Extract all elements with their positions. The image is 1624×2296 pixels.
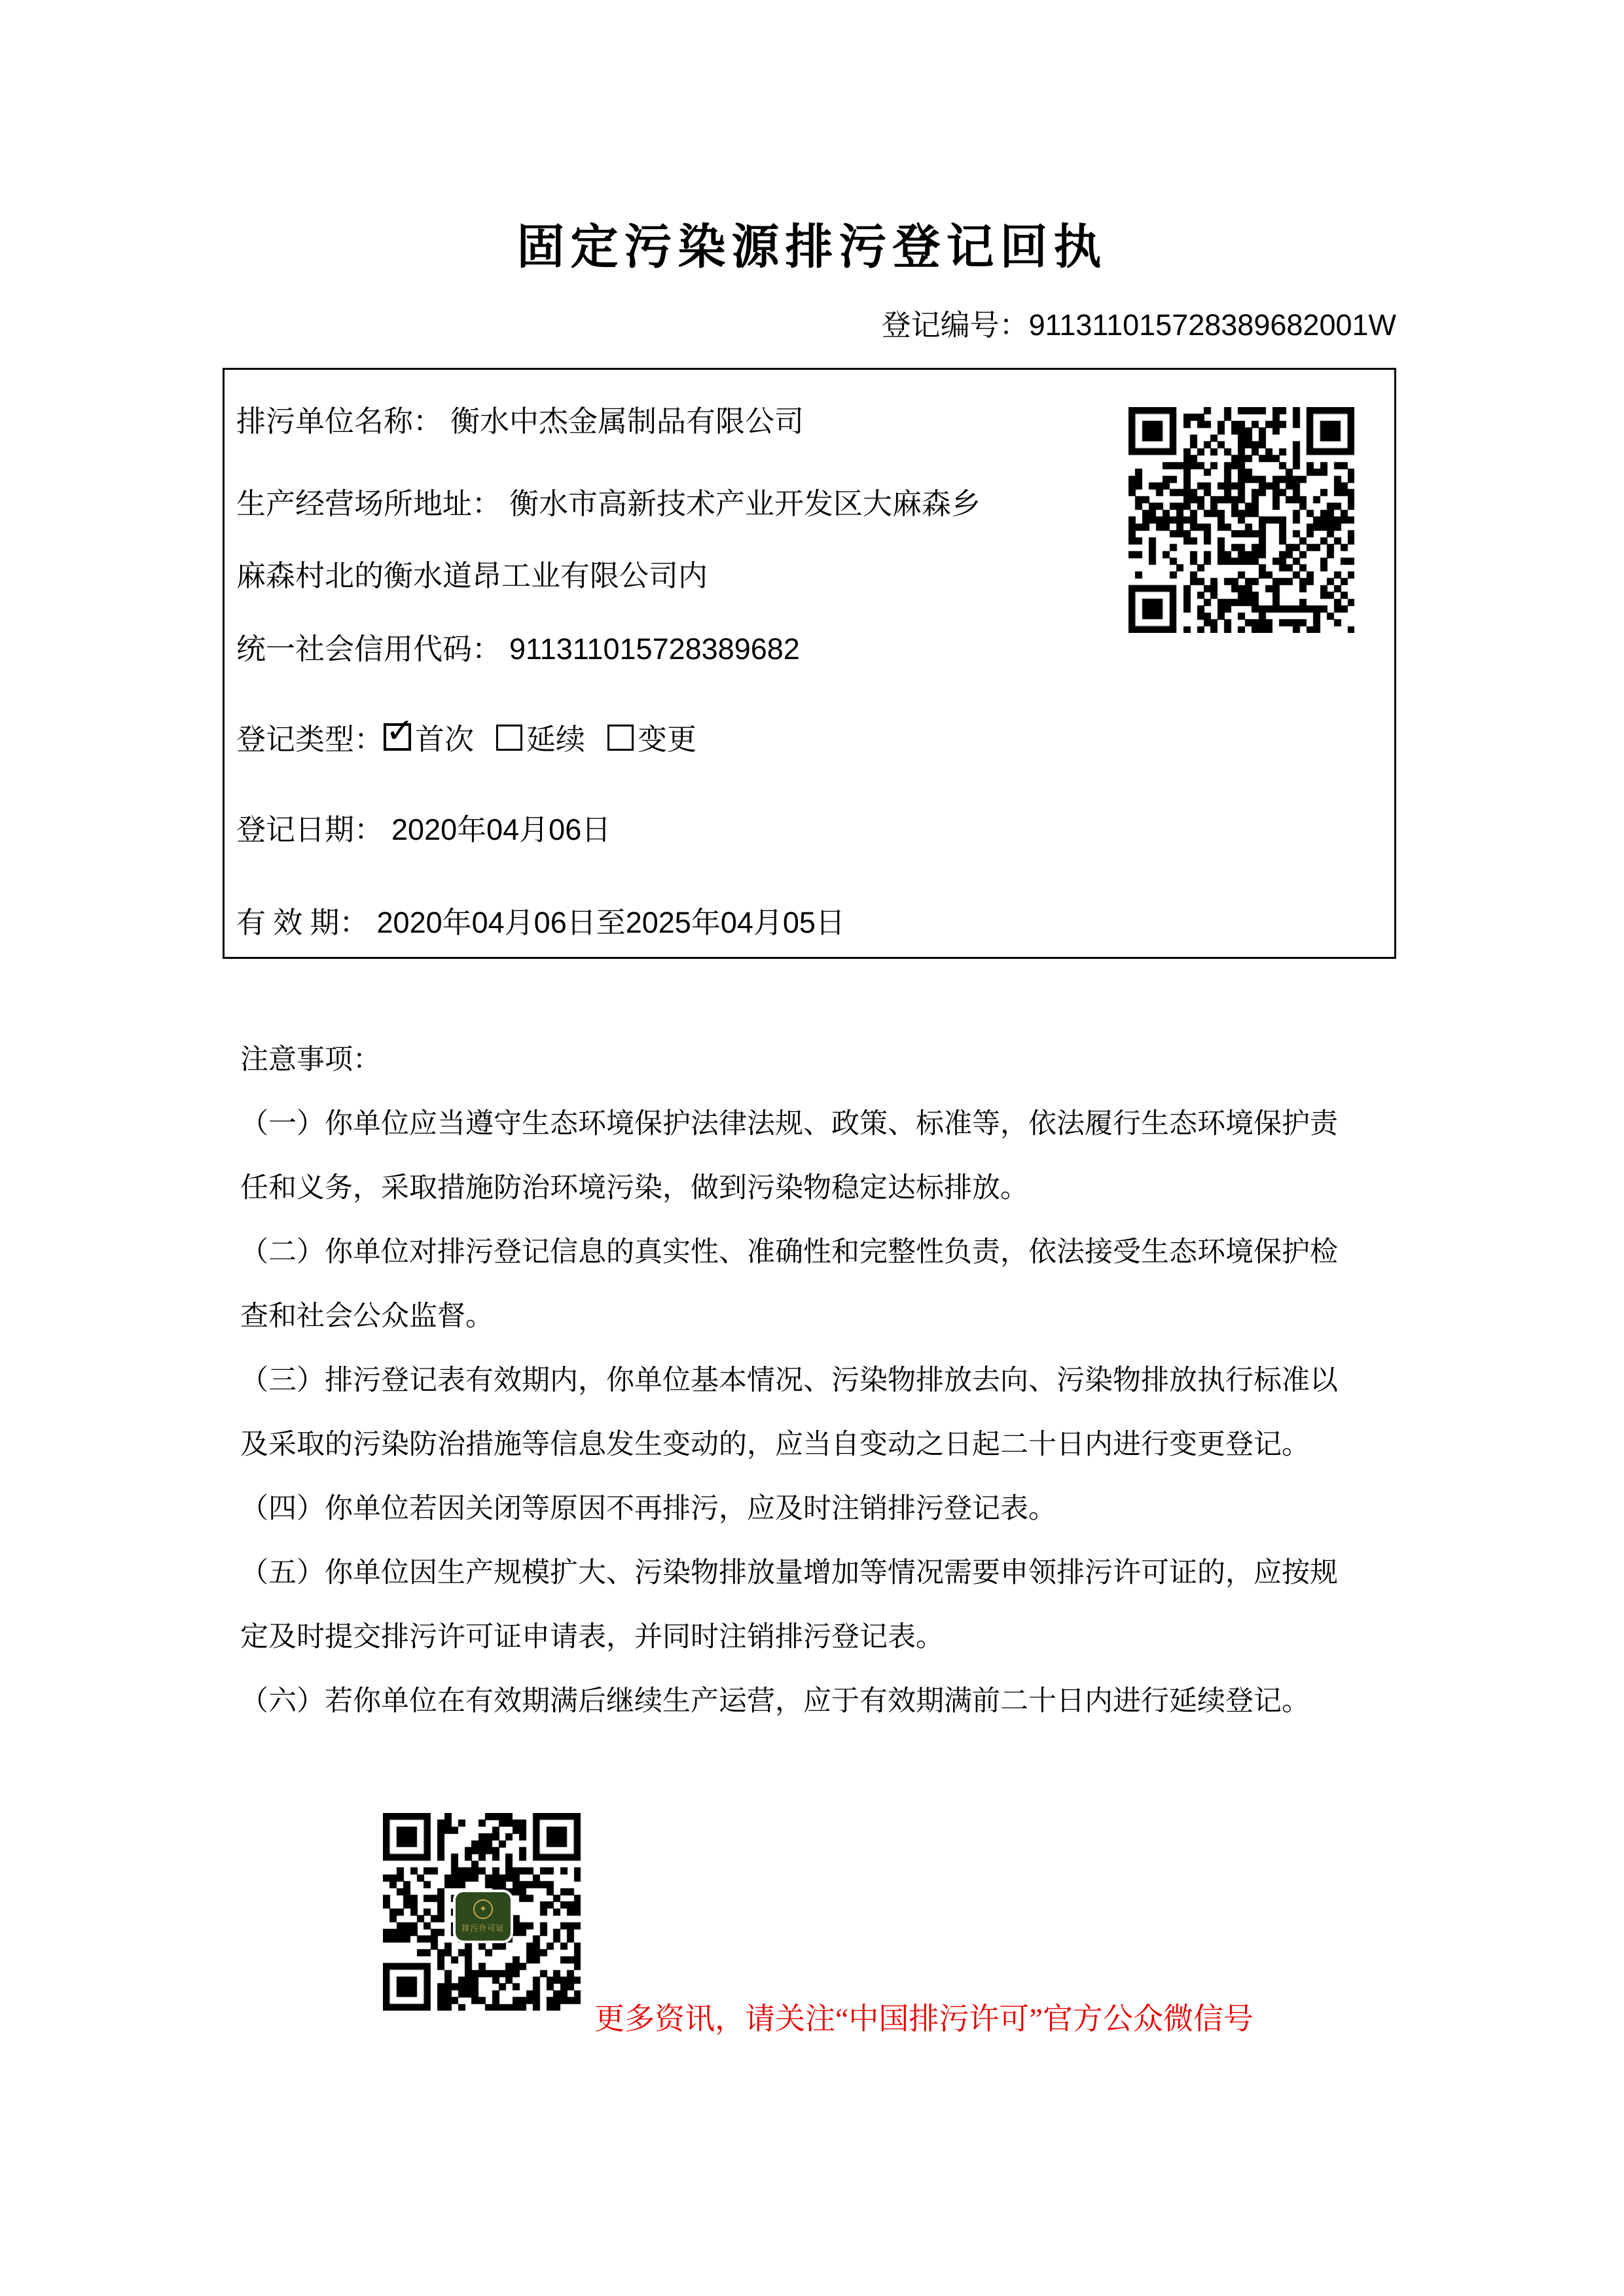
- registration-number-value: 911311015728389682001W: [1028, 308, 1396, 342]
- page-title: 固定污染源排污登记回执: [516, 221, 1108, 274]
- option-label: 变更: [638, 723, 697, 756]
- field-value: 衡水市高新技术产业开发区大麻森乡: [509, 488, 981, 520]
- field-address-line2: [236, 552, 708, 594]
- notes-line: （五）你单位因生产规模扩大、污染物排放量增加等情况需要申领排污许可证的，应按规: [240, 1558, 1338, 1588]
- unchecked-checkbox-icon: [496, 725, 522, 751]
- field-value: 911311015728389682: [509, 632, 800, 666]
- field-unit-name: [236, 397, 804, 440]
- permit-logo: [456, 1892, 511, 1941]
- field-credit-code: [236, 625, 800, 668]
- field-label: 登记类型：: [236, 723, 384, 756]
- field-value: 衡水中杰金属制品有限公司: [450, 405, 804, 438]
- notes-section: [240, 1037, 1399, 1743]
- notes-heading: 注意事项：: [240, 1045, 381, 1075]
- field-label: 登记日期：: [236, 814, 384, 846]
- emblem-icon: ✦: [473, 1899, 493, 1919]
- field-validity-period: [236, 899, 845, 941]
- registration-type-option-first: [384, 723, 474, 756]
- field-label: 有 效 期：: [236, 906, 369, 939]
- registration-number-line: [223, 301, 1396, 344]
- field-registration-date: [236, 806, 611, 848]
- registration-number-label: 登记编号：: [881, 309, 1029, 342]
- option-label: 首次: [415, 723, 475, 756]
- notes-line: 查和社会公众监督。: [240, 1301, 494, 1332]
- notes-line: 及采取的污染防治措施等信息发生变动的，应当自变动之日起二十日内进行变更登记。: [240, 1429, 1310, 1460]
- registration-type-option-change: [607, 723, 696, 756]
- field-value: 2020年04月06日: [391, 813, 611, 846]
- permit-logo-label: 排污许可证: [461, 1924, 505, 1933]
- field-address-line1: [236, 480, 981, 522]
- notes-line: （二）你单位对排污登记信息的真实性、准确性和完整性负责，依法接受生态环境保护检: [240, 1237, 1338, 1268]
- info-qr-code: [1128, 407, 1354, 633]
- field-value: 麻森村北的衡水道昂工业有限公司内: [236, 560, 708, 592]
- option-label: 延续: [526, 723, 586, 756]
- field-value: 2020年04月06日至2025年04月05日: [376, 906, 845, 939]
- unchecked-checkbox-icon: [607, 725, 634, 751]
- notes-line: 任和义务，采取措施防治环境污染，做到污染物稳定达标排放。: [240, 1173, 1028, 1204]
- registration-type-option-renewal: [496, 723, 585, 756]
- field-registration-type: [236, 715, 719, 758]
- field-label: 排污单位名称：: [236, 405, 443, 438]
- checked-checkbox-icon: [384, 723, 411, 751]
- info-box: [223, 368, 1396, 959]
- notes-line: （六）若你单位在有效期满后继续生产运营，应于有效期满前二十日内进行延续登记。: [240, 1686, 1310, 1717]
- notes-line: 定及时提交排污许可证申请表，并同时注销排污登记表。: [240, 1622, 944, 1653]
- notes-line: （三）排污登记表有效期内，你单位基本情况、污染物排放去向、污染物排放执行标准以: [240, 1365, 1338, 1396]
- field-label: 生产经营场所地址：: [236, 488, 502, 520]
- wechat-caption: 更多资讯，请关注“中国排污许可”官方公众微信号: [594, 2002, 1254, 2036]
- notes-line: （四）你单位若因关闭等原因不再排污，应及时注销排污登记表。: [240, 1494, 1056, 1524]
- notes-line: （一）你单位应当遵守生态环境保护法律法规、政策、标准等，依法履行生态环境保护责: [240, 1109, 1338, 1139]
- field-label: 统一社会信用代码：: [236, 633, 502, 666]
